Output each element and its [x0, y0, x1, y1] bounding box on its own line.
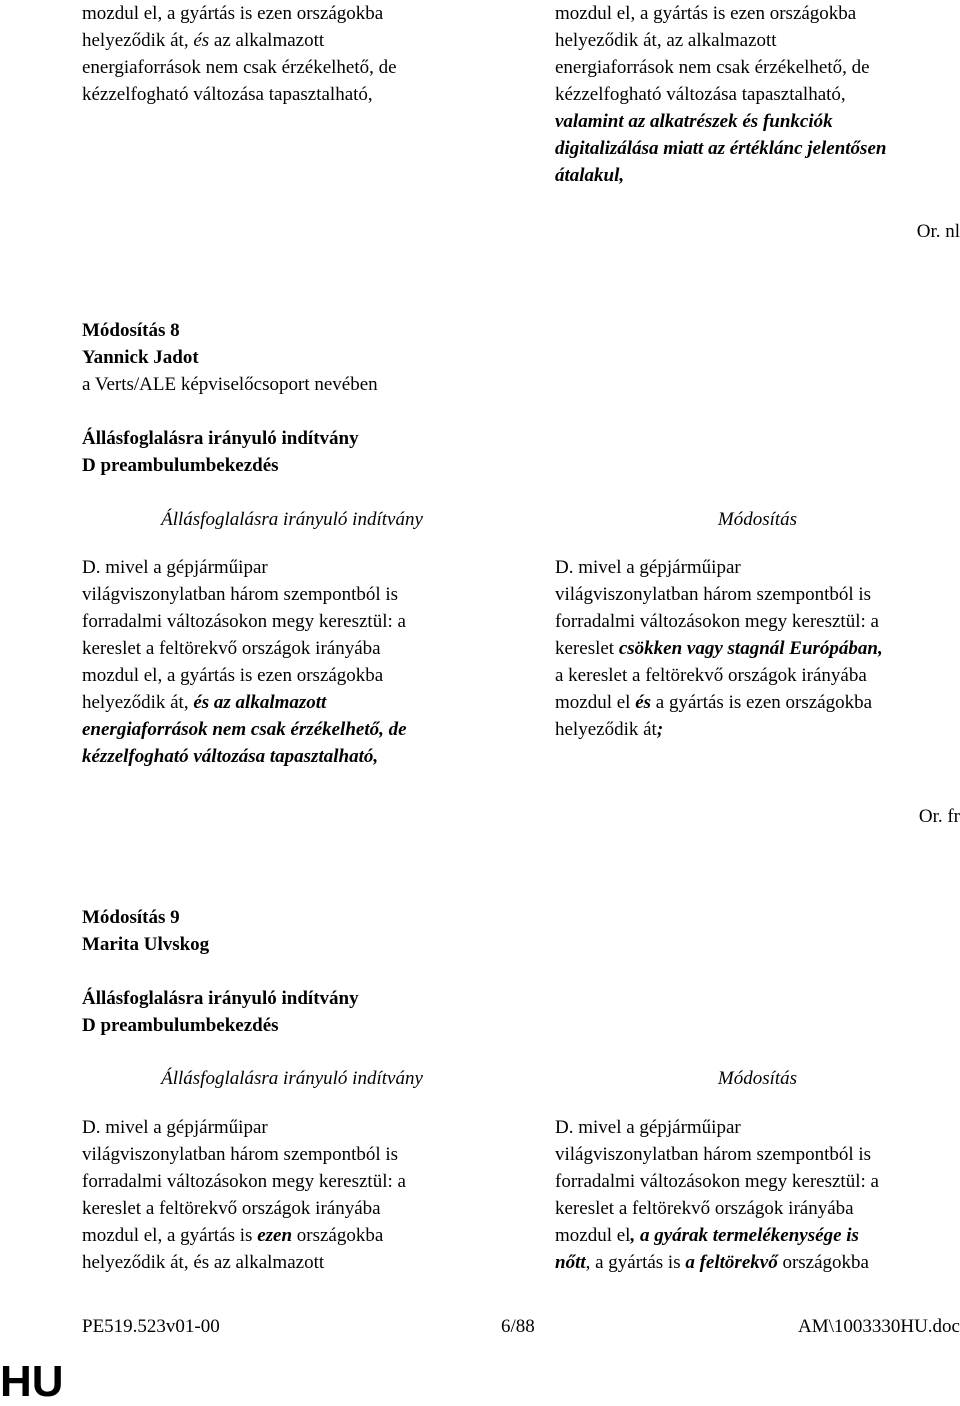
text-segment: , a gyártás is — [585, 1252, 686, 1273]
text-line — [555, 1114, 960, 1141]
text-segment: mozdul el — [555, 692, 636, 713]
text-segment: és — [193, 30, 210, 51]
text-line — [555, 554, 960, 581]
text-line — [555, 1249, 960, 1276]
amended-text — [555, 1114, 960, 1276]
text-segment: világviszonylatban három szempontból is — [82, 584, 399, 605]
text-line — [555, 662, 960, 689]
text-segment: helyeződik át — [555, 719, 657, 740]
carryover-amended-text — [555, 0, 960, 189]
amendment-number: Módosítás 8 — [82, 320, 180, 341]
text-line — [555, 162, 960, 189]
text-segment: országokba — [777, 1252, 869, 1273]
language-code: HU — [0, 1357, 64, 1406]
text-segment: világviszonylatban három szempontból is — [555, 1144, 872, 1165]
text-line — [555, 54, 960, 81]
amendment-number: Módosítás 9 — [82, 907, 180, 928]
original-language-label: Or. fr — [918, 806, 960, 827]
text-segment: forradalmi változásokon megy keresztül: a — [82, 1171, 406, 1192]
text-line — [555, 716, 960, 743]
text-segment: ; — [656, 719, 664, 740]
text-line — [555, 581, 960, 608]
text-line — [555, 1168, 960, 1195]
text-segment: helyeződik át, — [82, 30, 194, 51]
text-line — [82, 554, 502, 581]
text-line — [555, 81, 960, 108]
text-segment: kereslet a feltörekvő országok irányába — [555, 1198, 854, 1219]
original-column-heading: Állásfoglalásra irányuló indítvány — [161, 509, 423, 530]
text-segment: D. mivel a gépjárműipar — [82, 557, 268, 578]
text-segment: forradalmi változásokon megy keresztül: a — [555, 611, 879, 632]
text-line — [555, 1141, 960, 1168]
text-line — [82, 1195, 502, 1222]
text-line — [555, 0, 960, 27]
text-segment: energiaforrások nem csak érzékelhető, de — [82, 57, 397, 78]
text-line — [82, 81, 502, 108]
text-line — [555, 608, 960, 635]
text-segment: forradalmi változásokon megy keresztül: a — [82, 611, 406, 632]
original-language-label: Or. nl — [916, 221, 960, 242]
text-line — [82, 581, 502, 608]
text-segment: az alkalmazott — [209, 30, 325, 51]
carryover-original-text — [82, 0, 502, 108]
text-line — [82, 743, 502, 770]
amendment-author: Marita Ulvskog — [82, 934, 210, 955]
page-number: 6/88 — [501, 1316, 535, 1337]
text-segment: kereslet a feltörekvő országok irányába — [82, 638, 381, 659]
text-segment: D. mivel a gépjárműipar — [82, 1117, 268, 1138]
text-line — [555, 1222, 960, 1249]
text-segment: a feltörekvő — [685, 1252, 778, 1273]
text-line — [82, 1249, 502, 1276]
text-segment: forradalmi változásokon megy keresztül: a — [555, 1171, 879, 1192]
text-line — [82, 1141, 502, 1168]
file-reference: AM\1003330HU.doc — [797, 1316, 960, 1337]
text-segment: mozdul el, a gyártás is ezen országokba — [82, 665, 384, 686]
text-line — [555, 27, 960, 54]
text-segment: nőtt — [555, 1252, 586, 1273]
text-line — [82, 608, 502, 635]
text-segment: mozdul el, a gyártás is ezen országokba — [82, 3, 384, 24]
text-segment: világviszonylatban három szempontból is — [82, 1144, 399, 1165]
text-segment: helyeződik át, — [82, 692, 194, 713]
original-text — [82, 554, 502, 770]
text-line — [82, 1114, 502, 1141]
text-line — [82, 27, 502, 54]
text-segment: kereslet a feltörekvő országok irányába — [82, 1198, 381, 1219]
section-reference: D preambulumbekezdés — [82, 455, 279, 476]
document-reference: PE519.523v01-00 — [82, 1316, 220, 1337]
text-segment: D. mivel a gépjárműipar — [555, 557, 741, 578]
amended-text — [555, 554, 960, 743]
text-segment: , a gyárak termelékenysége is — [630, 1225, 859, 1246]
original-column-heading: Állásfoglalásra irányuló indítvány — [161, 1068, 423, 1089]
text-segment: mozdul el — [555, 1225, 631, 1246]
text-segment: a gyártás is ezen országokba — [651, 692, 873, 713]
text-segment: csökken vagy stagnál Európában, — [618, 638, 883, 659]
text-line — [82, 1222, 502, 1249]
amendment-author: Yannick Jadot — [82, 347, 199, 368]
text-segment: energiaforrások nem csak érzékelhető, de — [82, 719, 407, 740]
text-line — [82, 0, 502, 27]
text-segment: helyeződik át, és az alkalmazott — [82, 1252, 325, 1273]
text-segment: kereslet — [555, 638, 619, 659]
text-segment: átalakul, — [555, 165, 625, 186]
text-line — [555, 689, 960, 716]
text-segment: mozdul el, a gyártás is — [82, 1225, 258, 1246]
text-segment: országokba — [292, 1225, 384, 1246]
text-line — [82, 662, 502, 689]
text-segment: kézzelfogható változása tapasztalható, — [82, 84, 373, 105]
text-segment: energiaforrások nem csak érzékelhető, de — [555, 57, 870, 78]
amended-column-heading: Módosítás — [717, 509, 798, 530]
text-segment: és az alkalmazott — [193, 692, 327, 713]
text-segment: D. mivel a gépjárműipar — [555, 1117, 741, 1138]
text-segment: és — [635, 692, 652, 713]
text-segment: kézzelfogható változása tapasztalható, — [82, 746, 379, 767]
text-segment: valamint az alkatrészek és funkciók — [555, 111, 833, 132]
text-line — [82, 635, 502, 662]
political-group: a Verts/ALE képviselőcsoport nevében — [82, 374, 378, 395]
document-type: Állásfoglalásra irányuló indítvány — [82, 988, 359, 1009]
text-segment: digitalizálása miatt az értéklánc jelentősen — [555, 138, 887, 159]
text-segment: világviszonylatban három szempontból is — [555, 584, 872, 605]
text-segment: helyeződik át, az alkalmazott — [555, 30, 777, 51]
text-line — [82, 716, 502, 743]
text-line — [555, 135, 960, 162]
section-reference: D preambulumbekezdés — [82, 1015, 279, 1036]
text-line — [82, 689, 502, 716]
text-line — [82, 54, 502, 81]
text-line — [555, 635, 960, 662]
document-type: Állásfoglalásra irányuló indítvány — [82, 428, 359, 449]
text-segment: kézzelfogható változása tapasztalható, — [555, 84, 846, 105]
text-segment: a kereslet a feltörekvő országok irányába — [555, 665, 867, 686]
text-line — [555, 1195, 960, 1222]
text-segment: ezen — [257, 1225, 293, 1246]
amended-column-heading: Módosítás — [717, 1068, 798, 1089]
original-text — [82, 1114, 502, 1276]
text-line — [82, 1168, 502, 1195]
text-line — [555, 108, 960, 135]
text-segment: mozdul el, a gyártás is ezen országokba — [555, 3, 857, 24]
